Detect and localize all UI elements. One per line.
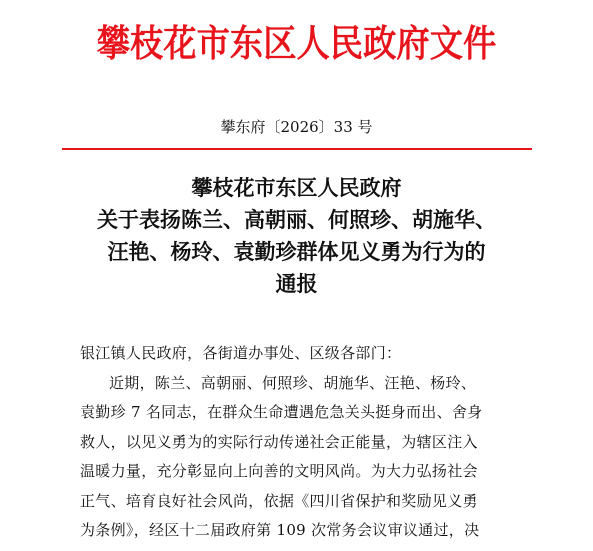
notice-title-line: 关于表扬陈兰、高朝丽、何照珍、胡施华、: [97, 207, 496, 232]
body-line: 近期，陈兰、高朝丽、何照珍、胡施华、汪艳、杨玲、: [109, 373, 477, 392]
notice-title-line: 汪艳、杨玲、袁勤珍群体见义勇为行为的: [107, 239, 486, 264]
salutation: 银江镇人民政府，各街道办事处、区级各部门：: [80, 344, 402, 362]
body-line: 为条例》，经区十二届政府第 109 次常务会议审议通过，决: [80, 521, 480, 539]
notice-title-line: 通报: [275, 271, 318, 296]
notice-title: [0, 172, 593, 300]
document-masthead: 攀枝花市东区人民政府文件: [96, 21, 497, 65]
body-line: 温暖力量，充分彰显向上向善的文明风尚。为大力弘扬社会: [80, 462, 478, 480]
red-divider-rule: [62, 148, 532, 150]
body-line: 袁勤珍 7 名同志，在群众生命遭遇危急关头挺身而出、舍身: [80, 403, 483, 421]
notice-body: [80, 339, 520, 546]
notice-title-line: 攀枝花市东区人民政府: [191, 175, 402, 200]
body-line: 救人，以见义勇为的实际行动传递社会正能量，为辖区注入: [80, 432, 478, 451]
document-number: 攀东府〔2026〕33 号: [220, 118, 373, 136]
body-line: 正气、培育良好社会风尚，依据《四川省保护和奖励见义勇: [80, 491, 478, 510]
